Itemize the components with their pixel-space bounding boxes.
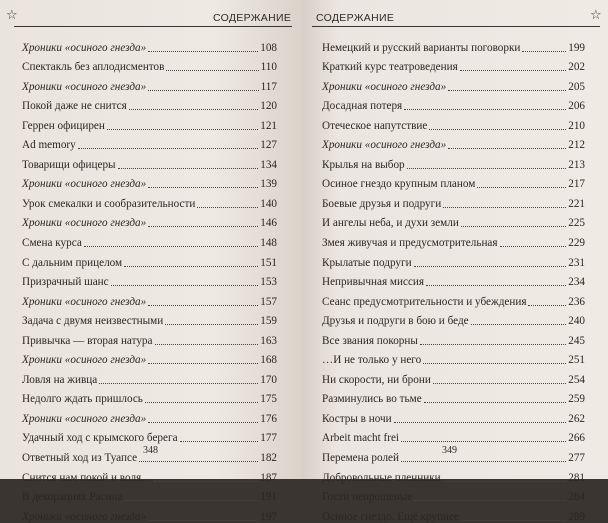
toc-entry-title: Arbeit macht frei	[322, 432, 400, 445]
toc-entry-title: Хроники «осиного гнезда»	[22, 295, 147, 308]
toc-entry-page: 121	[260, 119, 277, 132]
toc-entry-title: Змея живучая и предусмотрительная	[322, 237, 498, 250]
dot-leader	[148, 363, 258, 364]
toc-entry-title: Хроники «осиного гнезда»	[22, 178, 147, 191]
toc-entry-page: 110	[260, 61, 277, 74]
toc-entry-page: 245	[568, 334, 585, 347]
toc-entry	[22, 73, 277, 93]
toc-entry-page: 157	[260, 295, 277, 308]
dot-leader	[148, 90, 258, 91]
toc-entry-title: Досадная потеря	[322, 100, 403, 113]
dot-leader	[139, 461, 258, 462]
toc-entry	[22, 425, 277, 445]
toc-entry-page: 231	[568, 256, 585, 269]
toc-entry-title: Сеанс предусмотрительности и убеждения	[322, 295, 527, 308]
toc-entry	[322, 249, 585, 269]
star-outline-icon: ☆	[6, 8, 18, 23]
toc-entry-page: 234	[568, 276, 585, 289]
toc-entry-page: 159	[260, 315, 277, 328]
toc-entry-title: Хроники «осиного гнезда»	[322, 139, 447, 152]
toc-entry-title: Крылья на выбор	[322, 158, 405, 171]
toc-entry-page: 205	[568, 80, 585, 93]
toc-entry-page: 277	[568, 452, 585, 465]
toc-entry	[322, 484, 585, 504]
dot-leader	[461, 520, 566, 521]
dot-leader	[401, 441, 566, 442]
toc-entry-title: Покой даже не снится	[22, 100, 127, 113]
dot-leader	[145, 402, 258, 403]
toc-entry-title: Снится нам покой и воля…	[22, 471, 153, 484]
dot-leader	[165, 324, 258, 325]
toc-entry-title: Хроники «осиного гнезда»	[22, 217, 147, 230]
dot-leader	[111, 285, 259, 286]
dot-leader	[443, 481, 567, 482]
dot-leader	[148, 305, 258, 306]
dot-leader	[433, 383, 566, 384]
toc-entry-page: 259	[568, 393, 585, 406]
toc-entry-page: 187	[260, 471, 277, 484]
running-head-right: СОДЕРЖАНИЕ	[316, 12, 395, 24]
toc-entry-page: 199	[568, 41, 585, 54]
dot-leader	[401, 461, 566, 462]
toc-entry-page: 177	[260, 432, 277, 445]
toc-entry-page: 191	[260, 491, 277, 504]
toc-entry-title: Костры в ночи	[322, 412, 392, 425]
dot-leader	[471, 324, 567, 325]
toc-entry	[322, 210, 585, 230]
toc-entry	[22, 269, 277, 289]
toc-entry-page: 240	[568, 315, 585, 328]
toc-entry	[22, 132, 277, 152]
toc-entry	[22, 112, 277, 132]
dot-leader	[424, 402, 567, 403]
toc-entry-page: 170	[260, 373, 277, 386]
toc-entry-page: 139	[260, 178, 277, 191]
toc-entry	[322, 366, 585, 386]
dot-leader	[148, 187, 258, 188]
toc-entry	[22, 347, 277, 367]
dot-leader	[522, 51, 566, 52]
toc-entry	[322, 269, 585, 289]
toc-entry-page: 197	[260, 510, 277, 523]
toc-entry	[322, 347, 585, 367]
toc-entry-title: Задача с двумя неизвестными	[22, 315, 164, 328]
toc-entry-page: 120	[260, 100, 277, 113]
dot-leader	[404, 109, 566, 110]
toc-entry	[322, 386, 585, 406]
toc-entry-page: 221	[568, 197, 585, 210]
toc-entry-title: Спектакль без аплодисментов	[22, 61, 165, 74]
toc-entry-title: Осиное гнездо крупным планом	[322, 178, 476, 191]
toc-entry-title: Осиное гнездо. Ещё крупнее	[322, 510, 459, 523]
toc-entry	[22, 93, 277, 113]
toc-entry-title: Ни скорости, ни брони	[322, 373, 431, 386]
toc-entry-title: Немецкий и русский варианты поговорки	[322, 41, 521, 54]
toc-entry-page: 289	[568, 510, 585, 523]
page-number-right: 349	[442, 445, 457, 456]
toc-entry	[22, 229, 277, 249]
toc-entry-title: Хроники «осиного гнезда»	[22, 354, 147, 367]
toc-entry-title: Геррен официрен	[22, 119, 105, 132]
dot-leader	[414, 266, 567, 267]
dot-leader	[129, 109, 258, 110]
toc-entry-page: 148	[260, 237, 277, 250]
toc-entry-title: Товарищи офицеры	[22, 158, 116, 171]
toc-entry	[22, 405, 277, 425]
toc-entry-page: 175	[260, 393, 277, 406]
dot-leader	[420, 344, 566, 345]
toc-entry-page: 140	[260, 197, 277, 210]
toc-entry-title: Боевые друзья и подруги	[322, 197, 442, 210]
dot-leader	[180, 441, 259, 442]
toc-entry-title: Ad memory	[22, 139, 76, 152]
toc-entry	[22, 288, 277, 308]
toc-entry	[322, 503, 585, 523]
toc-entry-page: 225	[568, 217, 585, 230]
toc-entry-title: Все звания покорны	[322, 334, 418, 347]
dot-leader	[84, 246, 258, 247]
toc-entry-page: 236	[568, 295, 585, 308]
toc-entry	[322, 151, 585, 171]
toc-entry	[22, 366, 277, 386]
dot-leader	[477, 187, 566, 188]
toc-entry-title: Призрачный шанс	[22, 276, 109, 289]
dot-leader	[148, 422, 258, 423]
dot-leader	[528, 305, 566, 306]
dot-leader	[448, 90, 566, 91]
toc-entry-title: Смена курса	[22, 237, 82, 250]
right-page	[302, 0, 608, 523]
toc-entry-page: 202	[568, 61, 585, 74]
toc-entry	[322, 308, 585, 328]
toc-entry-title: В декорациях Расина	[22, 491, 123, 504]
toc-entry-page: 262	[568, 412, 585, 425]
toc-entry-page: 134	[260, 158, 277, 171]
toc-entry-title: Отеческое напутствие	[322, 119, 428, 132]
toc-entry	[22, 210, 277, 230]
page-number-left: 348	[143, 445, 158, 456]
toc-entry-title: Добровольные пленники	[322, 471, 441, 484]
toc-entry-title: Хроники «осиного гнезда»	[322, 80, 447, 93]
dot-leader	[166, 70, 258, 71]
dot-leader	[407, 168, 567, 169]
toc-entry	[22, 484, 277, 504]
dot-leader	[197, 207, 258, 208]
toc-entry	[22, 308, 277, 328]
running-head-left: СОДЕРЖАНИЕ	[213, 12, 292, 24]
toc-entry-title: И ангелы неба, и духи земли	[322, 217, 459, 230]
header-rule-left	[14, 26, 292, 27]
dot-leader	[443, 207, 566, 208]
toc-entry	[322, 288, 585, 308]
dot-leader	[394, 422, 567, 423]
dot-leader	[461, 226, 566, 227]
toc-entry-title: Непривычная миссия	[322, 276, 425, 289]
toc-entry-title: Хроники «осиного гнезда»	[22, 41, 147, 54]
toc-entry-title: Ответный ход из Туапсе	[22, 452, 138, 465]
dot-leader	[148, 226, 258, 227]
dot-leader	[414, 500, 566, 501]
toc-entry-title: Урок смекалки и сообразительности	[22, 197, 196, 210]
dot-leader	[148, 51, 258, 52]
toc-entry	[322, 34, 585, 54]
header-rule-right	[312, 26, 600, 27]
toc-entry	[322, 229, 585, 249]
toc-entry-page: 108	[260, 41, 277, 54]
dot-leader	[426, 285, 566, 286]
toc-entry	[322, 464, 585, 484]
toc-entry-title: Хроники «осиного гнезда»	[22, 412, 147, 425]
dot-leader	[118, 168, 259, 169]
toc-entry-page: 146	[260, 217, 277, 230]
toc-entry	[22, 327, 277, 347]
toc-entry-title: Перемена ролей	[322, 452, 399, 465]
dot-leader	[429, 129, 566, 130]
toc-entry-page: 168	[260, 354, 277, 367]
left-page	[0, 0, 302, 523]
toc-entry	[22, 34, 277, 54]
toc-entry	[22, 171, 277, 191]
toc-entry-title: Краткий курс театроведения	[322, 61, 458, 74]
toc-entry	[22, 249, 277, 269]
dot-leader	[107, 129, 258, 130]
dot-leader	[99, 383, 258, 384]
toc-entry-title: Крылатые подруги	[322, 256, 412, 269]
toc-entry	[22, 190, 277, 210]
star-outline-icon: ☆	[590, 8, 602, 23]
toc-entry-title: Хроники «осиного гнезда»	[22, 510, 147, 523]
toc-entry	[322, 112, 585, 132]
toc-entry-page: 229	[568, 237, 585, 250]
toc-entry-title: Ловля на живца	[22, 373, 98, 386]
toc-entry	[322, 73, 585, 93]
toc-entry-page: 251	[568, 354, 585, 367]
toc-entry-title: С дальним прицелом	[22, 256, 123, 269]
toc-entry-page: 153	[260, 276, 277, 289]
toc-entry-page: 217	[568, 178, 585, 191]
toc-entry-title: Привычка — вторая натура	[22, 334, 153, 347]
toc-entry-title: Хроники «осиного гнезда»	[22, 80, 147, 93]
toc-entry	[22, 386, 277, 406]
toc-entry-title: Недолго ждать пришлось	[22, 393, 143, 406]
toc-entry-page: 210	[568, 119, 585, 132]
dot-leader	[423, 363, 566, 364]
toc-entry-title: Разминулись во тьме	[322, 393, 422, 406]
toc-entry-page: 284	[568, 491, 585, 504]
dot-leader	[78, 148, 258, 149]
dot-leader	[124, 266, 258, 267]
toc-entry-page: 254	[568, 373, 585, 386]
dot-leader	[155, 344, 259, 345]
dot-leader	[125, 500, 259, 501]
toc-entry	[322, 54, 585, 74]
toc-entry-title: …И не только у него	[322, 354, 422, 367]
toc-entry	[322, 405, 585, 425]
toc-entry-title: Друзья и подруги в бою и беде	[322, 315, 469, 328]
dot-leader	[500, 246, 567, 247]
toc-entry-page: 163	[260, 334, 277, 347]
toc-entry-page: 117	[260, 80, 277, 93]
toc-entry-title: Удачный ход с крымского берега	[22, 432, 178, 445]
toc-entry-page: 151	[260, 256, 277, 269]
dot-leader	[460, 70, 566, 71]
toc-entry-page: 176	[260, 412, 277, 425]
toc-entry-page: 212	[568, 139, 585, 152]
toc-entry	[22, 54, 277, 74]
toc-entry	[322, 190, 585, 210]
toc-entry-page: 182	[260, 452, 277, 465]
toc-entry	[22, 503, 277, 523]
toc-entry-page: 266	[568, 432, 585, 445]
toc-entry-page: 206	[568, 100, 585, 113]
toc-entry-page: 127	[260, 139, 277, 152]
dot-leader	[154, 481, 258, 482]
toc-entry-title: Гости непрошеные	[322, 491, 413, 504]
toc-entry-page: 281	[568, 471, 585, 484]
toc-entry	[322, 327, 585, 347]
toc-entry	[322, 132, 585, 152]
toc-entry	[22, 151, 277, 171]
toc-entry	[322, 425, 585, 445]
toc-entry-page: 213	[568, 158, 585, 171]
toc-entry	[322, 171, 585, 191]
dot-leader	[148, 520, 258, 521]
toc-entry	[322, 93, 585, 113]
toc-entry	[22, 464, 277, 484]
dot-leader	[448, 148, 566, 149]
